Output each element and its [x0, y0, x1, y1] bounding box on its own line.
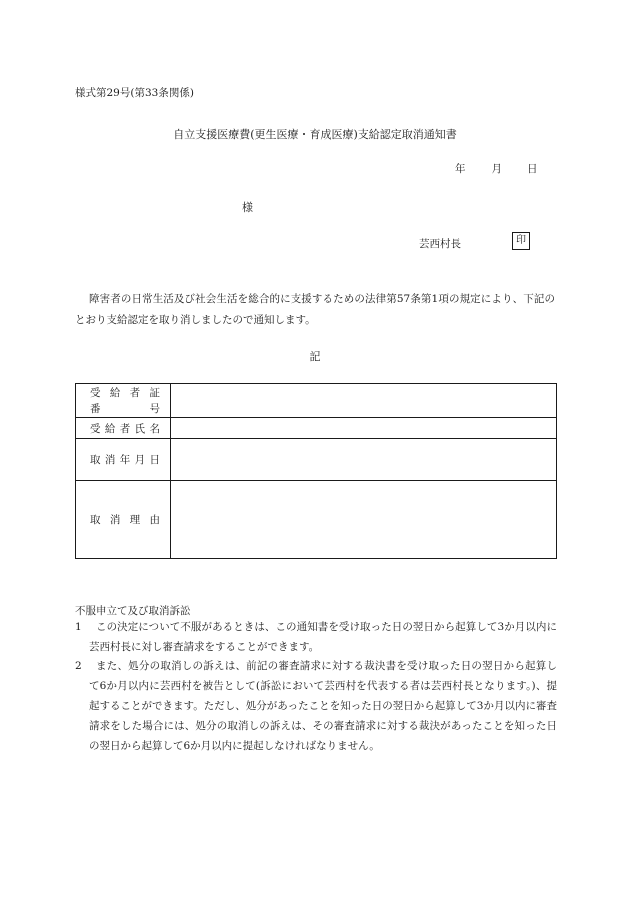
date-day-label: 日 — [527, 163, 538, 175]
table-row — [76, 418, 557, 439]
appeal-item-text: また、処分の取消しの訴えは、前記の審査請求に対する裁決書を受け取った日の翌日から起算して6か月以内に芸西村を被告として(訴訟において芸西村を代表する者は芸西村長となります。)、提起することができます。ただし、処分があったことを知った日の翌日から起算して3か月以内に審査請求をした場合には、処分の取消しの訴えは、その審査請求に対する裁決があったことを知った日の翌日から起算して6か月以内に提起しなければなりません。 — [89, 660, 558, 752]
cancel-reason-label: 取 消 理 由 — [76, 481, 171, 559]
appeal-item-number: 1 — [75, 621, 82, 633]
recipient-suffix: 様 — [242, 201, 253, 214]
form-number: 様式第29号(第33条関係) — [75, 87, 194, 99]
cancel-reason-value[interactable] — [171, 481, 557, 559]
date-year-label: 年 — [455, 163, 466, 175]
cancel-date-label: 取 消 年 月 日 — [76, 439, 171, 481]
appeal-item-text: この決定について不服があるときは、この通知書を受け取った日の翌日から起算して3か月以内に芸西村長に対し審査請求をすることができます。 — [89, 621, 557, 653]
date-month-label: 月 — [491, 163, 502, 175]
appeal-heading: 不服申立て及び取消訴訟 — [75, 605, 191, 617]
table-row — [76, 439, 557, 481]
recipient-cert-number-value[interactable] — [171, 384, 557, 418]
info-table — [75, 383, 557, 559]
table-row — [76, 481, 557, 559]
cancel-date-value[interactable] — [171, 439, 557, 481]
seal-mark: 印 — [512, 232, 530, 250]
recipient-cert-number-label: 受 給 者 証 番 号 — [76, 384, 171, 418]
recipient-name-label: 受 給 者 氏 名 — [76, 418, 171, 439]
table-row — [76, 384, 557, 418]
ki-heading: 記 — [309, 350, 321, 363]
appeal-item — [75, 656, 557, 756]
recipient-name-value[interactable] — [171, 418, 557, 439]
body-text: 障害者の日常生活及び社会生活を総合的に支援するための法律第57条第1項の規定により、下記のとおり支給認定を取り消しましたので通知します。 — [75, 293, 555, 326]
issuer-name: 芸西村長 — [419, 238, 461, 250]
appeal-item — [75, 617, 557, 657]
appeal-item-number: 2 — [75, 660, 82, 672]
document-title: 自立支援医療費(更生医療・育成医療)支給認定取消通知書 — [173, 128, 457, 141]
date-line — [455, 161, 538, 176]
